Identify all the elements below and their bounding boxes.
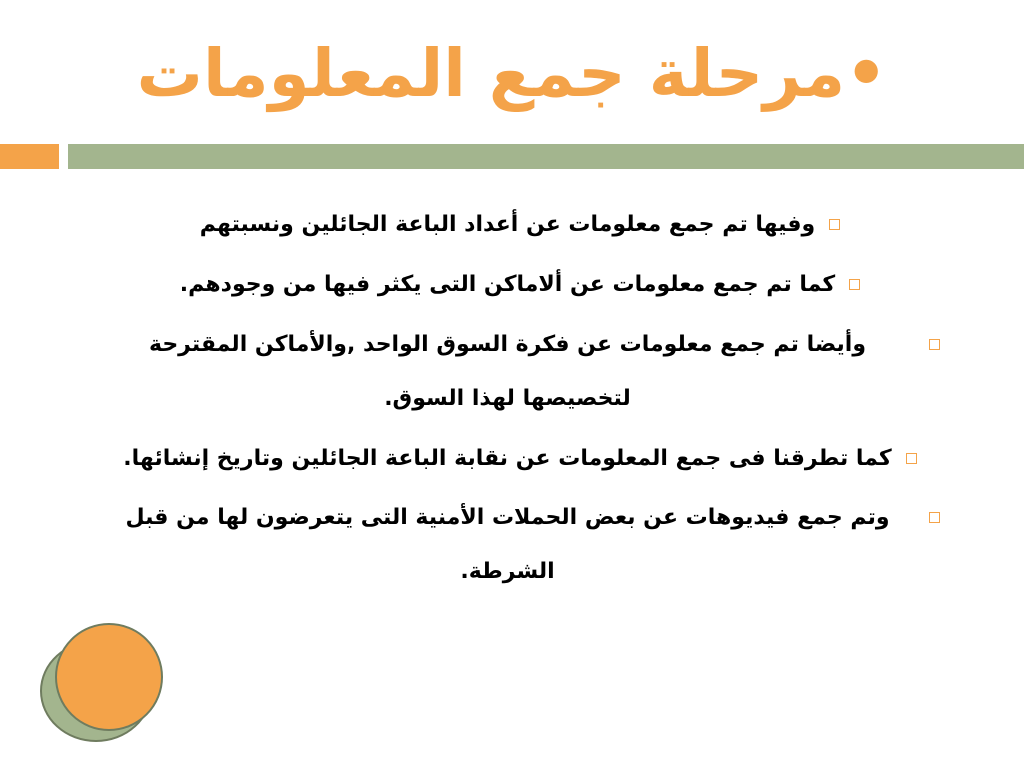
- bullet-text: وتم جمع فيديوهات عن بعض الحملات الأمنية التى يتعرضون لها من قبل الشرطة.: [125, 505, 890, 585]
- bullet-list: [100, 198, 940, 621]
- bullet-item: [100, 491, 940, 599]
- bullet-item: [100, 432, 940, 486]
- bullet-item: [100, 258, 940, 312]
- hollow-square-icon: [849, 279, 860, 290]
- hollow-square-icon: [929, 512, 940, 523]
- decorative-orange-circle: [55, 623, 163, 731]
- hollow-square-icon: [829, 219, 840, 230]
- bullet-text: كما تم جمع معلومات عن ألاماكن التى يكثر فيها من وجودهم.: [179, 271, 836, 297]
- bullet-item: [100, 198, 940, 252]
- slide-title: •مرحلة جمع المعلومات: [136, 35, 888, 112]
- hollow-square-icon: [929, 339, 940, 350]
- hollow-square-icon: [906, 453, 917, 464]
- title-underline-orange: [0, 144, 59, 169]
- title-underline-green: [68, 144, 1024, 169]
- bullet-text: وفيها تم جمع معلومات عن أعداد الباعة الجائلين ونسبتهم: [199, 212, 816, 237]
- bullet-text: وأيضا تم جمع معلومات عن فكرة السوق الواحد ,والأماكن المقترحة لتخصيصها لهذا السوق.: [148, 331, 867, 411]
- bullet-text: كما تطرقنا فى جمع المعلومات عن نقابة الباعة الجائلين وتاريخ إنشائها.: [123, 445, 892, 471]
- bullet-item: [100, 318, 940, 426]
